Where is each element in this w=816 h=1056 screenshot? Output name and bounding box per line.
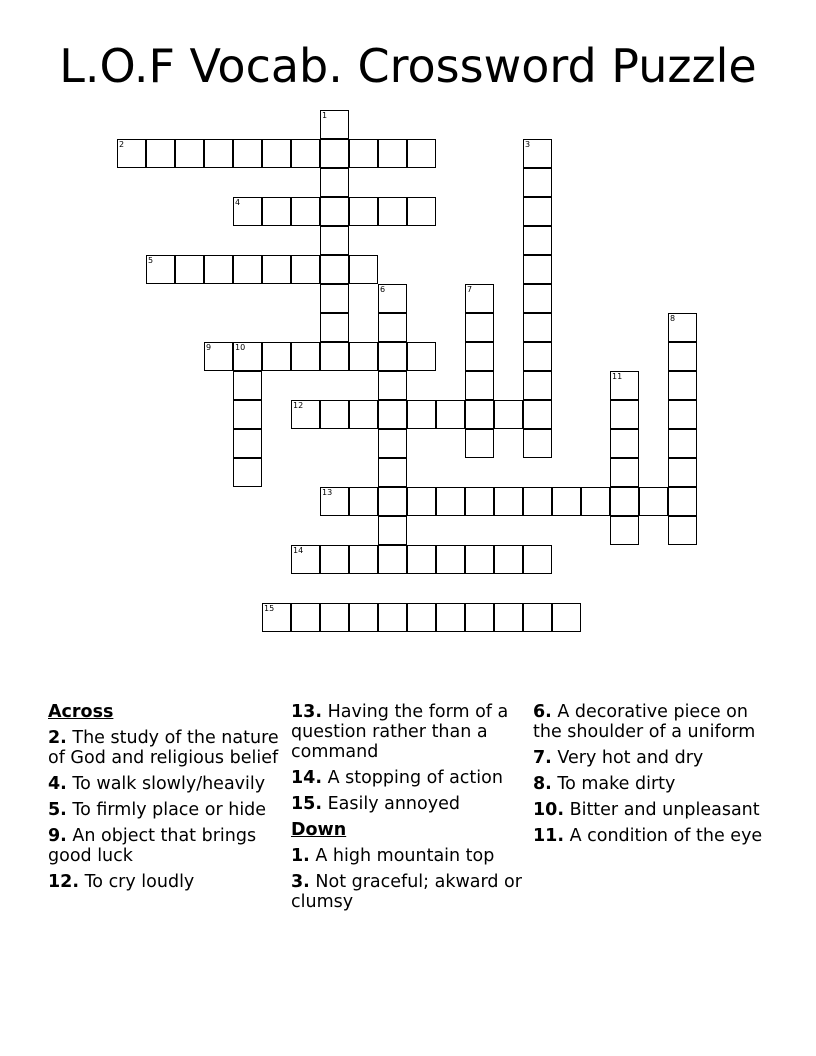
crossword-cell[interactable] [610,516,639,545]
crossword-cell[interactable] [262,342,291,371]
clue-number: 9 [206,343,212,352]
clue-item-text: To cry loudly [79,872,195,892]
clue-heading: Across [48,702,114,722]
crossword-cell[interactable] [320,342,349,371]
crossword-cell[interactable] [262,139,291,168]
clue-number: 3 [525,140,531,149]
crossword-cell[interactable] [523,139,552,168]
crossword-cell[interactable] [610,458,639,487]
clue-item-number: 12. [48,872,80,892]
crossword-cell[interactable] [291,255,320,284]
crossword-cell[interactable] [465,342,494,371]
clue-number: 14 [293,546,304,555]
clue-number: 2 [119,140,125,149]
crossword-cell[interactable] [523,255,552,284]
crossword-cell[interactable] [523,400,552,429]
crossword-cell[interactable] [378,603,407,632]
crossword-cell[interactable] [349,139,378,168]
clue-item-number: 6. [533,702,552,722]
clue-item-number: 3. [291,872,310,892]
clue-heading: Down [291,820,347,840]
crossword-cell[interactable] [436,400,465,429]
crossword-cell[interactable] [146,139,175,168]
crossword-cell[interactable] [320,197,349,226]
clue-item [533,800,765,820]
crossword-cell[interactable] [320,487,349,516]
clue-item-text: A stopping of action [322,768,503,788]
clue-item-text: An object that brings good luck [48,826,257,866]
clue-item-text: Having the form of a question rather than a command [291,702,509,762]
clue-item-text: Bitter and unpleasant [564,800,760,820]
clue-item-text: To firmly place or hide [66,800,267,820]
crossword-cell[interactable] [117,139,146,168]
clue-number: 13 [322,488,333,497]
crossword-cell[interactable] [523,284,552,313]
crossword-cell[interactable] [610,400,639,429]
crossword-cell[interactable] [262,603,291,632]
clue-item-number: 5. [48,800,67,820]
crossword-cell[interactable] [320,603,349,632]
clue-number: 4 [235,198,241,207]
crossword-cell[interactable] [233,342,262,371]
crossword-cell[interactable] [320,313,349,342]
crossword-cell[interactable] [378,516,407,545]
page-title: L.O.F Vocab. Crossword Puzzle [59,39,757,93]
crossword-cell[interactable] [610,429,639,458]
crossword-cell[interactable] [668,458,697,487]
clue-item-number: 15. [291,794,323,814]
clue-item-number: 13. [291,702,323,722]
crossword-cell[interactable] [291,139,320,168]
clue-item [48,826,280,866]
crossword-cell[interactable] [668,516,697,545]
crossword-cell[interactable] [233,429,262,458]
clue-item-number: 4. [48,774,67,794]
crossword-cell[interactable] [378,313,407,342]
clue-column-2 [291,702,523,918]
crossword-cell[interactable] [204,255,233,284]
clue-item [291,794,523,814]
crossword-cell[interactable] [175,139,204,168]
clue-item-number: 11. [533,826,565,846]
crossword-cell[interactable] [407,197,436,226]
clue-number: 11 [612,372,623,381]
crossword-cell[interactable] [465,487,494,516]
clue-item-number: 10. [533,800,565,820]
crossword-cell[interactable] [320,255,349,284]
crossword-cell[interactable] [349,487,378,516]
crossword-cell[interactable] [378,400,407,429]
clue-number: 7 [467,285,473,294]
crossword-cell[interactable] [523,487,552,516]
crossword-cell[interactable] [639,487,668,516]
crossword-cell[interactable] [320,168,349,197]
crossword-cell[interactable] [378,284,407,313]
clue-item-number: 7. [533,748,552,768]
clue-item-number: 9. [48,826,67,846]
crossword-cell[interactable] [320,545,349,574]
clue-item-number: 14. [291,768,323,788]
clue-item [48,800,280,820]
clue-item-text: The study of the nature of God and religious belief [48,728,279,768]
crossword-cell[interactable] [465,284,494,313]
crossword-cell[interactable] [407,400,436,429]
crossword-cell[interactable] [233,139,262,168]
clue-column-1 [48,702,280,898]
crossword-cell[interactable] [465,313,494,342]
crossword-cell[interactable] [291,545,320,574]
crossword-cell[interactable] [349,255,378,284]
crossword-cell[interactable] [349,603,378,632]
crossword-cell[interactable] [407,342,436,371]
crossword-cell[interactable] [233,400,262,429]
crossword-cell[interactable] [378,458,407,487]
crossword-cell[interactable] [668,487,697,516]
crossword-cell[interactable] [378,429,407,458]
crossword-cell[interactable] [378,139,407,168]
crossword-cell[interactable] [204,139,233,168]
clue-item-text: To walk slowly/heavily [66,774,266,794]
crossword-cell[interactable] [668,342,697,371]
clue-number: 12 [293,401,304,410]
crossword-cell[interactable] [436,545,465,574]
crossword-cell[interactable] [407,545,436,574]
clue-item [48,728,280,768]
clue-item [291,846,523,866]
clue-number: 15 [264,604,275,613]
crossword-cell[interactable] [320,284,349,313]
crossword-cell[interactable] [175,255,204,284]
clue-item-number: 2. [48,728,67,748]
clue-number: 1 [322,111,328,120]
crossword-cell[interactable] [523,342,552,371]
crossword-cell[interactable] [146,255,175,284]
clue-item-text: A high mountain top [309,846,495,866]
crossword-cell[interactable] [407,139,436,168]
crossword-cell[interactable] [523,313,552,342]
clue-item-text: To make dirty [551,774,676,794]
crossword-cell[interactable] [494,603,523,632]
crossword-cell[interactable] [668,371,697,400]
clue-item-text: Easily annoyed [322,794,460,814]
crossword-cell[interactable] [320,139,349,168]
crossword-cell[interactable] [233,255,262,284]
clue-item [48,872,280,892]
crossword-cell[interactable] [552,603,581,632]
crossword-cell[interactable] [523,429,552,458]
crossword-cell[interactable] [494,400,523,429]
clue-item-number: 1. [291,846,310,866]
crossword-cell[interactable] [378,371,407,400]
crossword-cell[interactable] [320,110,349,139]
crossword-cell[interactable] [668,429,697,458]
crossword-cell[interactable] [349,197,378,226]
clue-item-text: A condition of the eye [564,826,763,846]
crossword-cell[interactable] [233,197,262,226]
crossword-cell[interactable] [668,400,697,429]
crossword-cell[interactable] [262,255,291,284]
crossword-cell[interactable] [552,487,581,516]
crossword-cell[interactable] [320,400,349,429]
clue-item [48,774,280,794]
crossword-cell[interactable] [523,545,552,574]
clue-item-number: 8. [533,774,552,794]
crossword-cell[interactable] [233,458,262,487]
clue-item [291,768,523,788]
clue-item-text: Very hot and dry [551,748,704,768]
crossword-cell[interactable] [523,603,552,632]
crossword-cell[interactable] [378,545,407,574]
crossword-cell[interactable] [494,545,523,574]
crossword-cell[interactable] [233,371,262,400]
crossword-cell[interactable] [349,342,378,371]
clue-item-text: A decorative piece on the shoulder of a uniform [533,702,756,742]
crossword-cell[interactable] [320,226,349,255]
clue-item-text: Not graceful; akward or clumsy [291,872,522,912]
clue-number: 10 [235,343,246,352]
clue-number: 5 [148,256,154,265]
clue-item [533,774,765,794]
crossword-cell[interactable] [668,313,697,342]
crossword-cell[interactable] [291,400,320,429]
crossword-cell[interactable] [465,400,494,429]
crossword-cell[interactable] [465,545,494,574]
crossword-cell[interactable] [610,371,639,400]
crossword-cell[interactable] [581,487,610,516]
crossword-cell[interactable] [378,342,407,371]
crossword-cell[interactable] [523,168,552,197]
crossword-cell[interactable] [494,487,523,516]
crossword-cell[interactable] [436,603,465,632]
crossword-cell[interactable] [291,342,320,371]
crossword-cell[interactable] [378,487,407,516]
clue-item [533,702,765,742]
crossword-cell[interactable] [291,197,320,226]
crossword-cell[interactable] [523,197,552,226]
crossword-cell[interactable] [465,429,494,458]
crossword-cell[interactable] [407,487,436,516]
clue-item [291,872,523,912]
clue-number: 6 [380,285,386,294]
crossword-cell[interactable] [349,545,378,574]
crossword-cell[interactable] [291,603,320,632]
crossword-cell[interactable] [378,197,407,226]
crossword-cell[interactable] [610,487,639,516]
crossword-cell[interactable] [465,371,494,400]
crossword-cell[interactable] [407,603,436,632]
crossword-cell[interactable] [262,197,291,226]
clue-item [291,702,523,762]
clue-column-3 [533,702,765,852]
clue-item [533,748,765,768]
crossword-cell[interactable] [465,603,494,632]
crossword-cell[interactable] [523,226,552,255]
crossword-cell[interactable] [349,400,378,429]
crossword-cell[interactable] [204,342,233,371]
crossword-cell[interactable] [523,371,552,400]
clue-number: 8 [670,314,676,323]
clue-item [533,826,765,846]
crossword-cell[interactable] [436,487,465,516]
